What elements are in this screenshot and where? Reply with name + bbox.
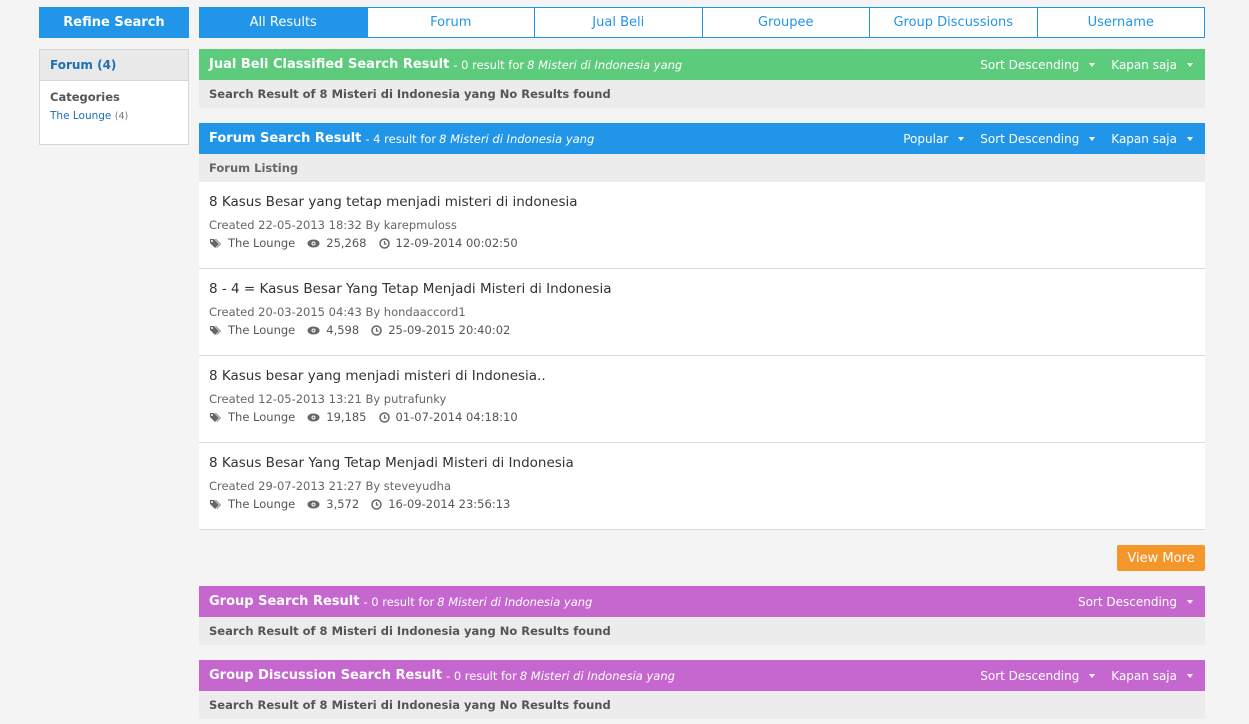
thread-last-post: 12-09-2014 00:02:50 <box>395 236 518 250</box>
clock-icon <box>379 238 390 249</box>
eye-icon <box>307 239 320 248</box>
popular-label: Popular <box>903 131 949 146</box>
group-discussion-title: Group Discussion Search Result <box>209 668 443 683</box>
thread-category-link[interactable]: The Lounge <box>228 410 296 424</box>
group-discussion-query: 8 Misteri di Indonesia yang <box>519 668 675 683</box>
caret-down-icon <box>1187 674 1193 678</box>
caret-down-icon <box>958 137 964 141</box>
tab-forum[interactable]: Forum <box>367 8 535 37</box>
time-label: Kapan saja <box>1111 131 1177 146</box>
thread-title-link[interactable]: 8 Kasus Besar Yang Tetap Menjadi Misteri di Indonesia <box>209 455 574 471</box>
thread-last-post: 01-07-2014 04:18:10 <box>395 410 518 424</box>
jualbeli-title: Jual Beli Classified Search Result <box>209 57 450 72</box>
thread-meta <box>209 236 1205 250</box>
thread-category-link[interactable]: The Lounge <box>228 236 296 250</box>
forum-listing-label: Forum Listing <box>199 154 1205 182</box>
thread-title-link[interactable]: 8 Kasus Besar yang tetap menjadi misteri di indonesia <box>209 194 578 210</box>
group-section <box>199 586 1205 645</box>
jualbeli-time-dropdown[interactable] <box>1111 58 1193 72</box>
forum-count: - 4 result for <box>365 131 437 146</box>
eye-icon <box>307 326 320 335</box>
view-more-button[interactable]: View More <box>1117 545 1205 571</box>
tab-groupee[interactable]: Groupee <box>702 8 870 37</box>
group-discussion-section <box>199 660 1205 719</box>
thread-views: 4,598 <box>326 323 360 337</box>
forum-time-dropdown[interactable] <box>1111 132 1193 146</box>
list-item <box>199 443 1205 530</box>
forum-header <box>199 123 1205 154</box>
group-discussion-count: - 0 result for <box>446 668 517 683</box>
clock-icon <box>371 499 382 510</box>
thread-title-link[interactable]: 8 Kasus besar yang menjadi misteri di Indonesia.. <box>209 368 546 384</box>
caret-down-icon <box>1089 63 1095 67</box>
tag-icon <box>209 325 222 336</box>
tab-jual-beli[interactable]: Jual Beli <box>534 8 702 37</box>
thread-created: Created 20-03-2015 04:43 By hondaaccord1 <box>209 305 466 319</box>
sort-label: Sort Descending <box>980 57 1080 72</box>
time-label: Kapan saja <box>1111 57 1177 72</box>
jualbeli-section <box>199 49 1205 108</box>
tab-all-results[interactable]: All Results <box>200 8 367 37</box>
tag-icon <box>209 238 222 249</box>
caret-down-icon <box>1187 600 1193 604</box>
list-item <box>199 182 1205 269</box>
forum-title: Forum Search Result <box>209 131 362 146</box>
jualbeli-no-results: Search Result of 8 Misteri di Indonesia yang No Results found <box>199 80 1205 108</box>
sort-label: Sort Descending <box>1077 594 1177 609</box>
caret-down-icon <box>1187 63 1193 67</box>
caret-down-icon <box>1089 674 1095 678</box>
categories-label: Categories <box>50 90 120 104</box>
facet-panel <box>39 49 189 145</box>
tag-icon <box>209 412 222 423</box>
clock-icon <box>379 412 390 423</box>
tab-username[interactable]: Username <box>1037 8 1205 37</box>
tag-icon <box>209 499 222 510</box>
group-discussion-sort-dropdown[interactable] <box>980 669 1095 683</box>
category-link-the-lounge[interactable] <box>50 110 188 122</box>
forum-popular-dropdown[interactable] <box>903 132 964 146</box>
group-no-results: Search Result of 8 Misteri di Indonesia yang No Results found <box>199 617 1205 645</box>
eye-icon <box>307 500 320 509</box>
group-title: Group Search Result <box>209 594 360 609</box>
clock-icon <box>371 325 382 336</box>
thread-meta <box>209 410 1205 424</box>
thread-last-post: 25-09-2015 20:40:02 <box>388 323 511 337</box>
group-sort-dropdown[interactable] <box>1078 595 1193 609</box>
thread-views: 3,572 <box>326 497 360 511</box>
thread-created: Created 12-05-2013 13:21 By putrafunky <box>209 392 447 406</box>
list-item <box>199 356 1205 443</box>
forum-query: 8 Misteri di Indonesia yang <box>439 131 595 146</box>
thread-meta <box>209 497 1205 511</box>
caret-down-icon <box>1187 137 1193 141</box>
category-count: (4) <box>114 111 129 122</box>
thread-last-post: 16-09-2014 23:56:13 <box>388 497 511 511</box>
thread-category-link[interactable]: The Lounge <box>228 497 296 511</box>
group-header <box>199 586 1205 617</box>
facet-forum-title[interactable]: Forum (4) <box>40 50 188 81</box>
group-discussion-no-results: Search Result of 8 Misteri di Indonesia yang No Results found <box>199 691 1205 719</box>
forum-section <box>199 123 1205 530</box>
category-name[interactable]: The Lounge <box>50 110 112 122</box>
tab-group-discussions[interactable]: Group Discussions <box>869 8 1037 37</box>
jualbeli-sort-dropdown[interactable] <box>980 58 1095 72</box>
thread-views: 25,268 <box>326 236 367 250</box>
group-query: 8 Misteri di Indonesia yang <box>437 594 593 609</box>
thread-created: Created 22-05-2013 18:32 By karepmuloss <box>209 218 457 232</box>
jualbeli-header <box>199 49 1205 80</box>
time-label: Kapan saja <box>1111 668 1177 683</box>
list-item <box>199 269 1205 356</box>
jualbeli-query: 8 Misteri di Indonesia yang <box>527 57 683 72</box>
group-discussion-header <box>199 660 1205 691</box>
result-tabs <box>199 7 1205 38</box>
thread-views: 19,185 <box>326 410 367 424</box>
thread-category-link[interactable]: The Lounge <box>228 323 296 337</box>
group-count: - 0 result for <box>363 594 435 609</box>
caret-down-icon <box>1089 137 1095 141</box>
eye-icon <box>307 413 320 422</box>
thread-title-link[interactable]: 8 - 4 = Kasus Besar Yang Tetap Menjadi Misteri di Indonesia <box>209 281 612 297</box>
group-discussion-time-dropdown[interactable] <box>1111 669 1193 683</box>
thread-created: Created 29-07-2013 21:27 By steveyudha <box>209 479 451 493</box>
forum-sort-dropdown[interactable] <box>980 132 1095 146</box>
thread-meta <box>209 323 1205 337</box>
sort-label: Sort Descending <box>980 131 1080 146</box>
jualbeli-count: - 0 result for <box>453 57 525 72</box>
sort-label: Sort Descending <box>980 668 1080 683</box>
refine-search-button[interactable]: Refine Search <box>39 7 189 38</box>
